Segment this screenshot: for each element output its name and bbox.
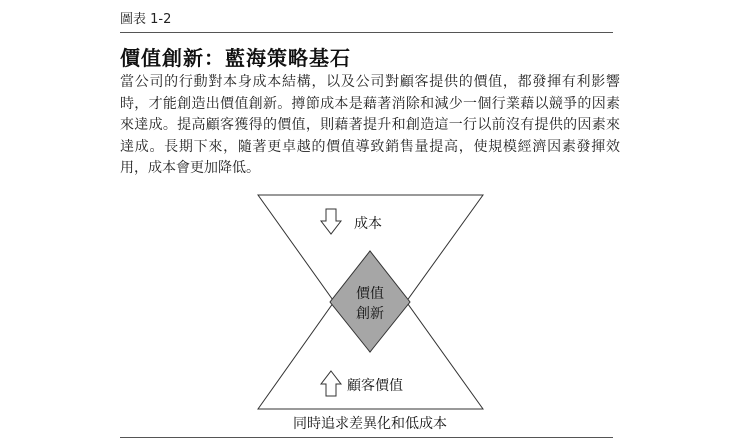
center-label-line1: 價值 [356,286,384,302]
figure-title: 價值創新：藍海策略基石 [120,46,351,70]
center-label-line2: 創新 [356,306,384,322]
customer-value-label: 顧客價值 [347,378,403,394]
bottom-divider [120,437,613,438]
cost-label: 成本 [354,216,382,232]
description-paragraph: 當公司的行動對本身成本結構，以及公司對顧客提供的價值，都發揮有利影響時，才能創造出價值創新。撙節成本是藉著消除和減少一個行業藉以競爭的因素來達成。提高顧客獲得的價值，則藉著提升和創造這一行以前沒有提供的因素來達成。長期下來，隨著更卓越的價值導致銷售量提高，使規模經濟因素發揮效用，成本會更加降低。 [120,74,620,176]
up-arrow-icon [321,371,341,396]
diagram-caption: 同時追求差異化和低成本 [293,416,447,432]
figure-label: 圖表 1-2 [120,12,172,27]
